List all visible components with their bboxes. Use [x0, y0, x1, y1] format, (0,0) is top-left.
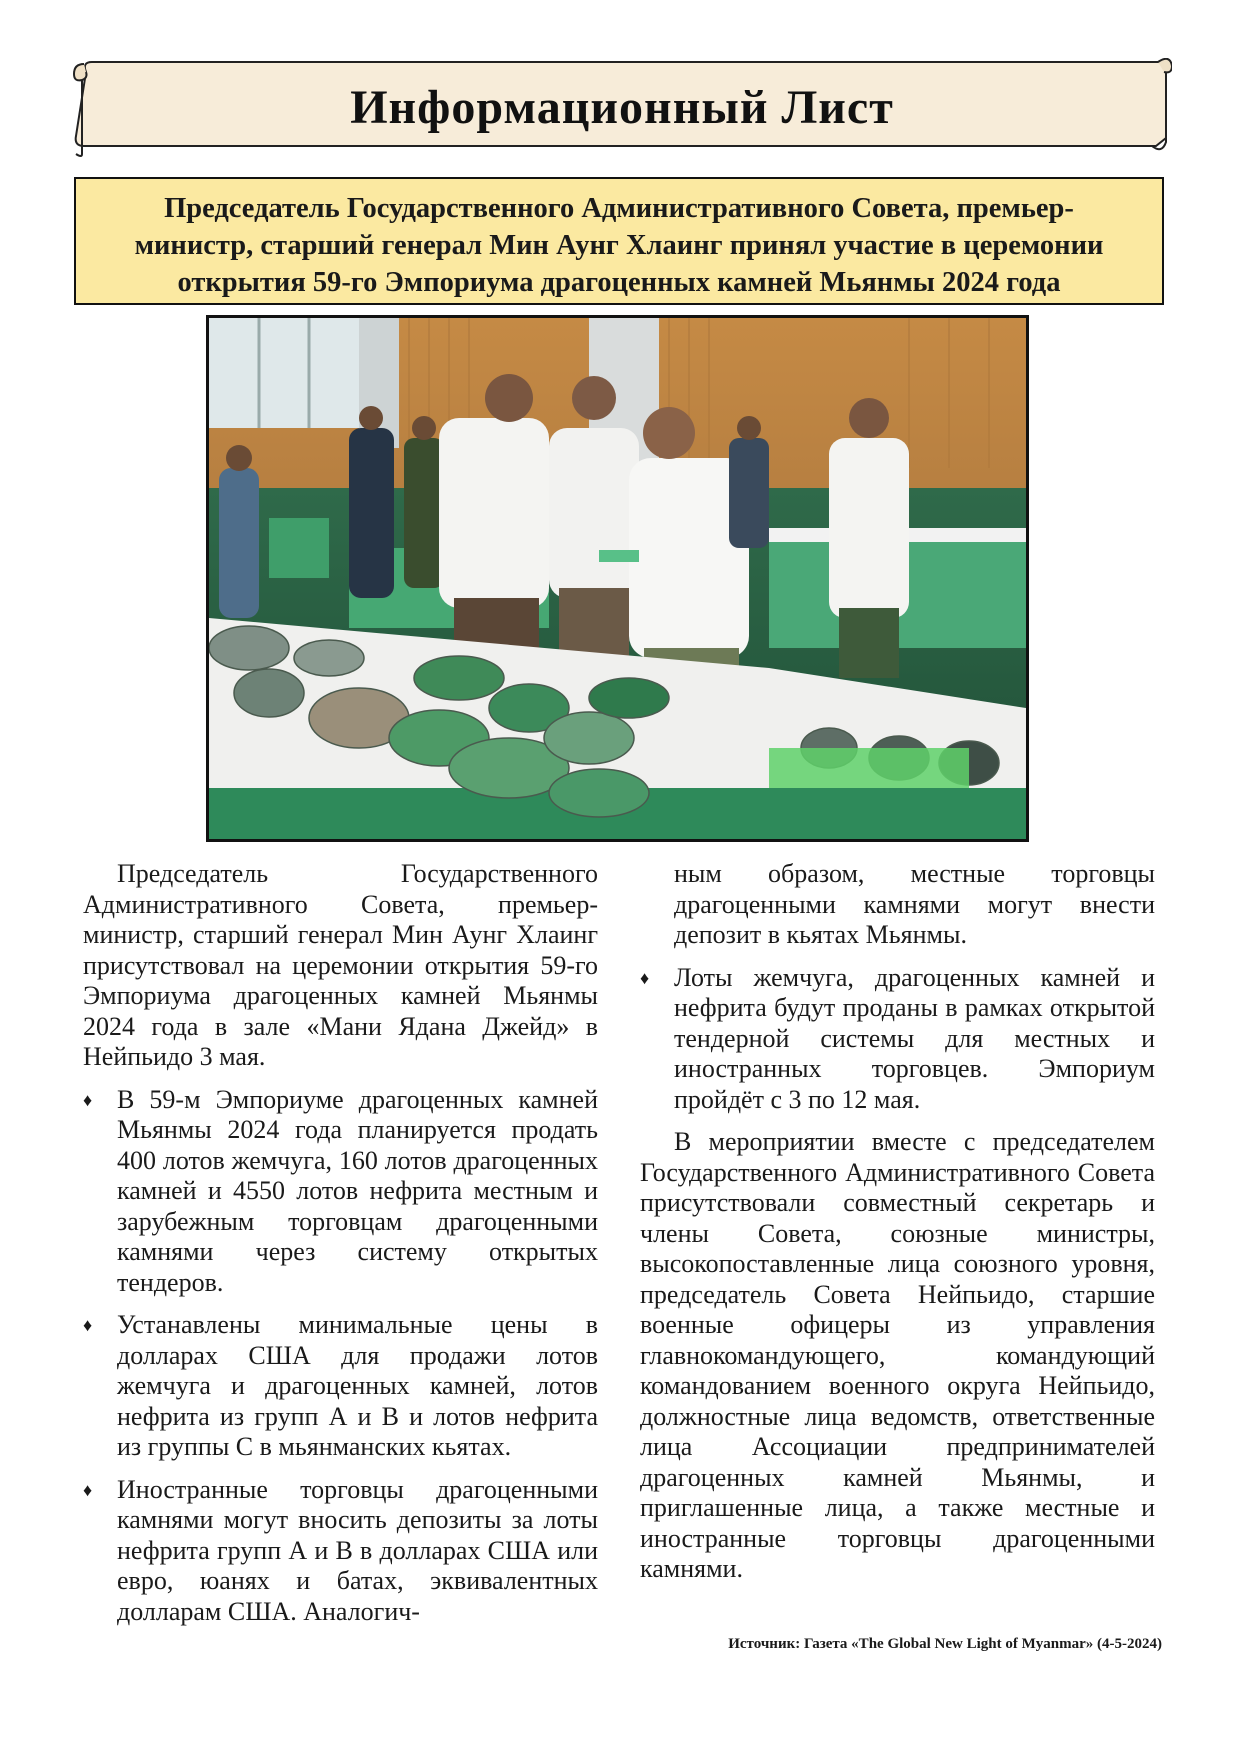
headline-line: открытия 59-го Эмпориума драгоценных камней Мьянмы 2024 года — [177, 267, 1061, 298]
list-item — [83, 1310, 598, 1463]
list-item-text: В 59-м Эмпориуме драгоценных камней Мьянмы 2024 года планируется продать 400 лотов жемчуга, 160 лотов драгоценных камней и 4550 лотов нефрита местным и зарубежным торговцам драгоценными камнями через систему открытых тендеров. — [117, 1084, 598, 1297]
headline-box — [74, 177, 1164, 305]
list-item-text: Устанавлены минимальные цены в долларах США для продажи лотов жемчуга и драгоценных камней, лотов нефрита из групп А и В и лотов нефрита из группы С в мьянманских кьятах. — [117, 1310, 598, 1461]
article-closing: В мероприятии вместе с председателем Государственного Административного Совета присутствовали совместный секретарь и члены Совета, союзные министры, высокопоставленные лица союзного уровня, председатель Совета Нейпьидо, старшие военные офицеры из управления главнокомандующего, командующий командованием военного округа Нейпьидо, должностные лица ведомств, ответственные лица Ассоциации предпринимателей драгоценных камней Мьянмы, и приглашенные лица, а также местные и иностранные торговцы драгоценными камнями. — [640, 1127, 1155, 1583]
diamond-bullet-icon: ♦ — [83, 1089, 93, 1110]
list-item-text: Иностранные торговцы драгоценными камнями могут вносить депозиты за лоты нефрита групп А и В в долларах США или евро, юанях и батах, эквивалентных долларам США. Аналогич- — [117, 1474, 598, 1626]
article-column-left — [83, 859, 598, 1627]
diamond-bullet-icon: ♦ — [640, 967, 650, 988]
photo-jade-emporium-icon — [209, 318, 1026, 839]
article-intro: Председатель Государственного Административного Совета, премьер-министр, старший генерал Мин Аунг Хлаинг присутствовал на церемонии открытия 59-го Эмпориума драгоценных камней Мьянмы 2024 года в зале «Мани Ядана Джейд» в Нейпьидо 3 мая. — [83, 859, 598, 1071]
title-scroll-banner — [72, 58, 1172, 158]
headline-line: министр, старший генерал Мин Аунг Хлаинг принял участие в церемонии — [134, 230, 1104, 261]
diamond-bullet-icon: ♦ — [83, 1479, 93, 1500]
page-title: Информационный Лист — [350, 81, 894, 134]
article-column-right — [640, 859, 1155, 1585]
headline-line: Председатель Государственного Административного Совета, премьер- — [164, 193, 1074, 224]
list-item — [83, 1085, 598, 1299]
source-credit: Источник: Газета «The Global New Light of Myanmar» (4-5-2024) — [728, 1636, 1162, 1652]
list-item — [640, 963, 1155, 1116]
list-item-text: Лоты жемчуга, драгоценных камней и нефрита будут проданы в рамках открытой тендерной системы для местных и иностранных торговцев. Эмпориум пройдёт с 3 по 12 мая. — [674, 962, 1155, 1114]
diamond-bullet-icon: ♦ — [83, 1315, 93, 1335]
event-photo — [206, 315, 1029, 842]
list-item-continuation: ным образом, местные торговцы драгоценными камнями могут внести депозит в кьятах Мьянмы. — [674, 859, 1155, 949]
list-item — [83, 1475, 598, 1628]
